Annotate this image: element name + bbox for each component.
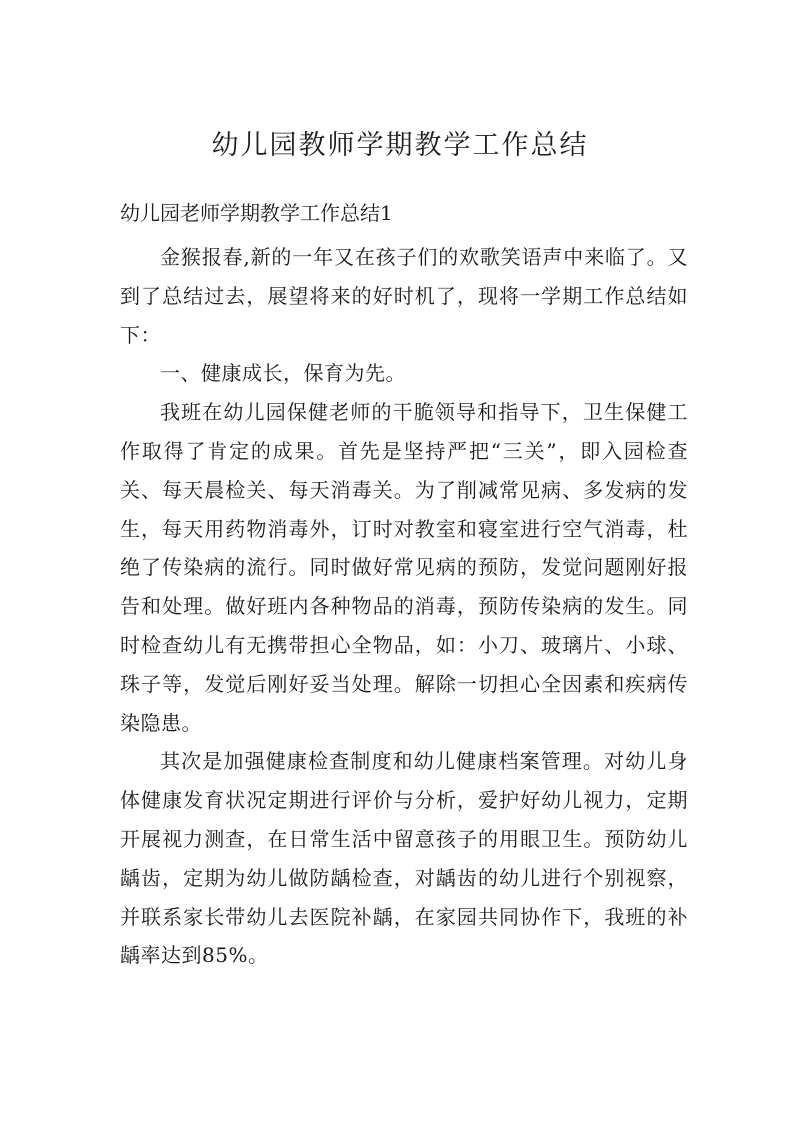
paragraph-health-checks: 其次是加强健康检查制度和幼儿健康档案管理。对幼儿身体健康发育状况定期进行评价与分析，爱护好幼儿视力，定期开展视力测查，在日常生活中留意孩子的用眼卫生。预防幼儿龋齿，定期为幼儿做防龋检查，对龋齿的幼儿进行个别视察，并联系家长带幼儿去医院补龋，在家园共同协作下，我班的补龋率达到85%。 [120,749,688,968]
document-body [120,238,688,975]
section-subtitle: 幼儿园老师学期教学工作总结1 [120,201,393,225]
paragraph-intro: 金猴报春,新的一年又在孩子们的欢歌笑语声中来临了。又到了总结过去，展望将来的好时机了，现将一学期工作总结如下： [120,245,688,347]
document-title: 幼儿园教师学期教学工作总结 [211,130,589,161]
paragraph-health-care: 我班在幼儿园保健老师的干脆领导和指导下，卫生保健工作取得了肯定的成果。首先是坚持严把“三关”，即入园检查关、每天晨检关、每天消毒关。为了削减常见病、多发病的发生，每天用药物消毒外，订时对教室和寝室进行空气消毒，杜绝了传染病的流行。同时做好常见病的预防，发觉问题刚好报告和处理。做好班内各种物品的消毒，预防传染病的发生。同时检查幼儿有无携带担心全物品，如：小刀、玻璃片、小球、珠子等，发觉后刚好妥当处理。解除一切担心全因素和疾病传染隐患。 [120,400,688,735]
paragraph-heading-health: 一、健康成长，保育为先。 [160,361,406,386]
